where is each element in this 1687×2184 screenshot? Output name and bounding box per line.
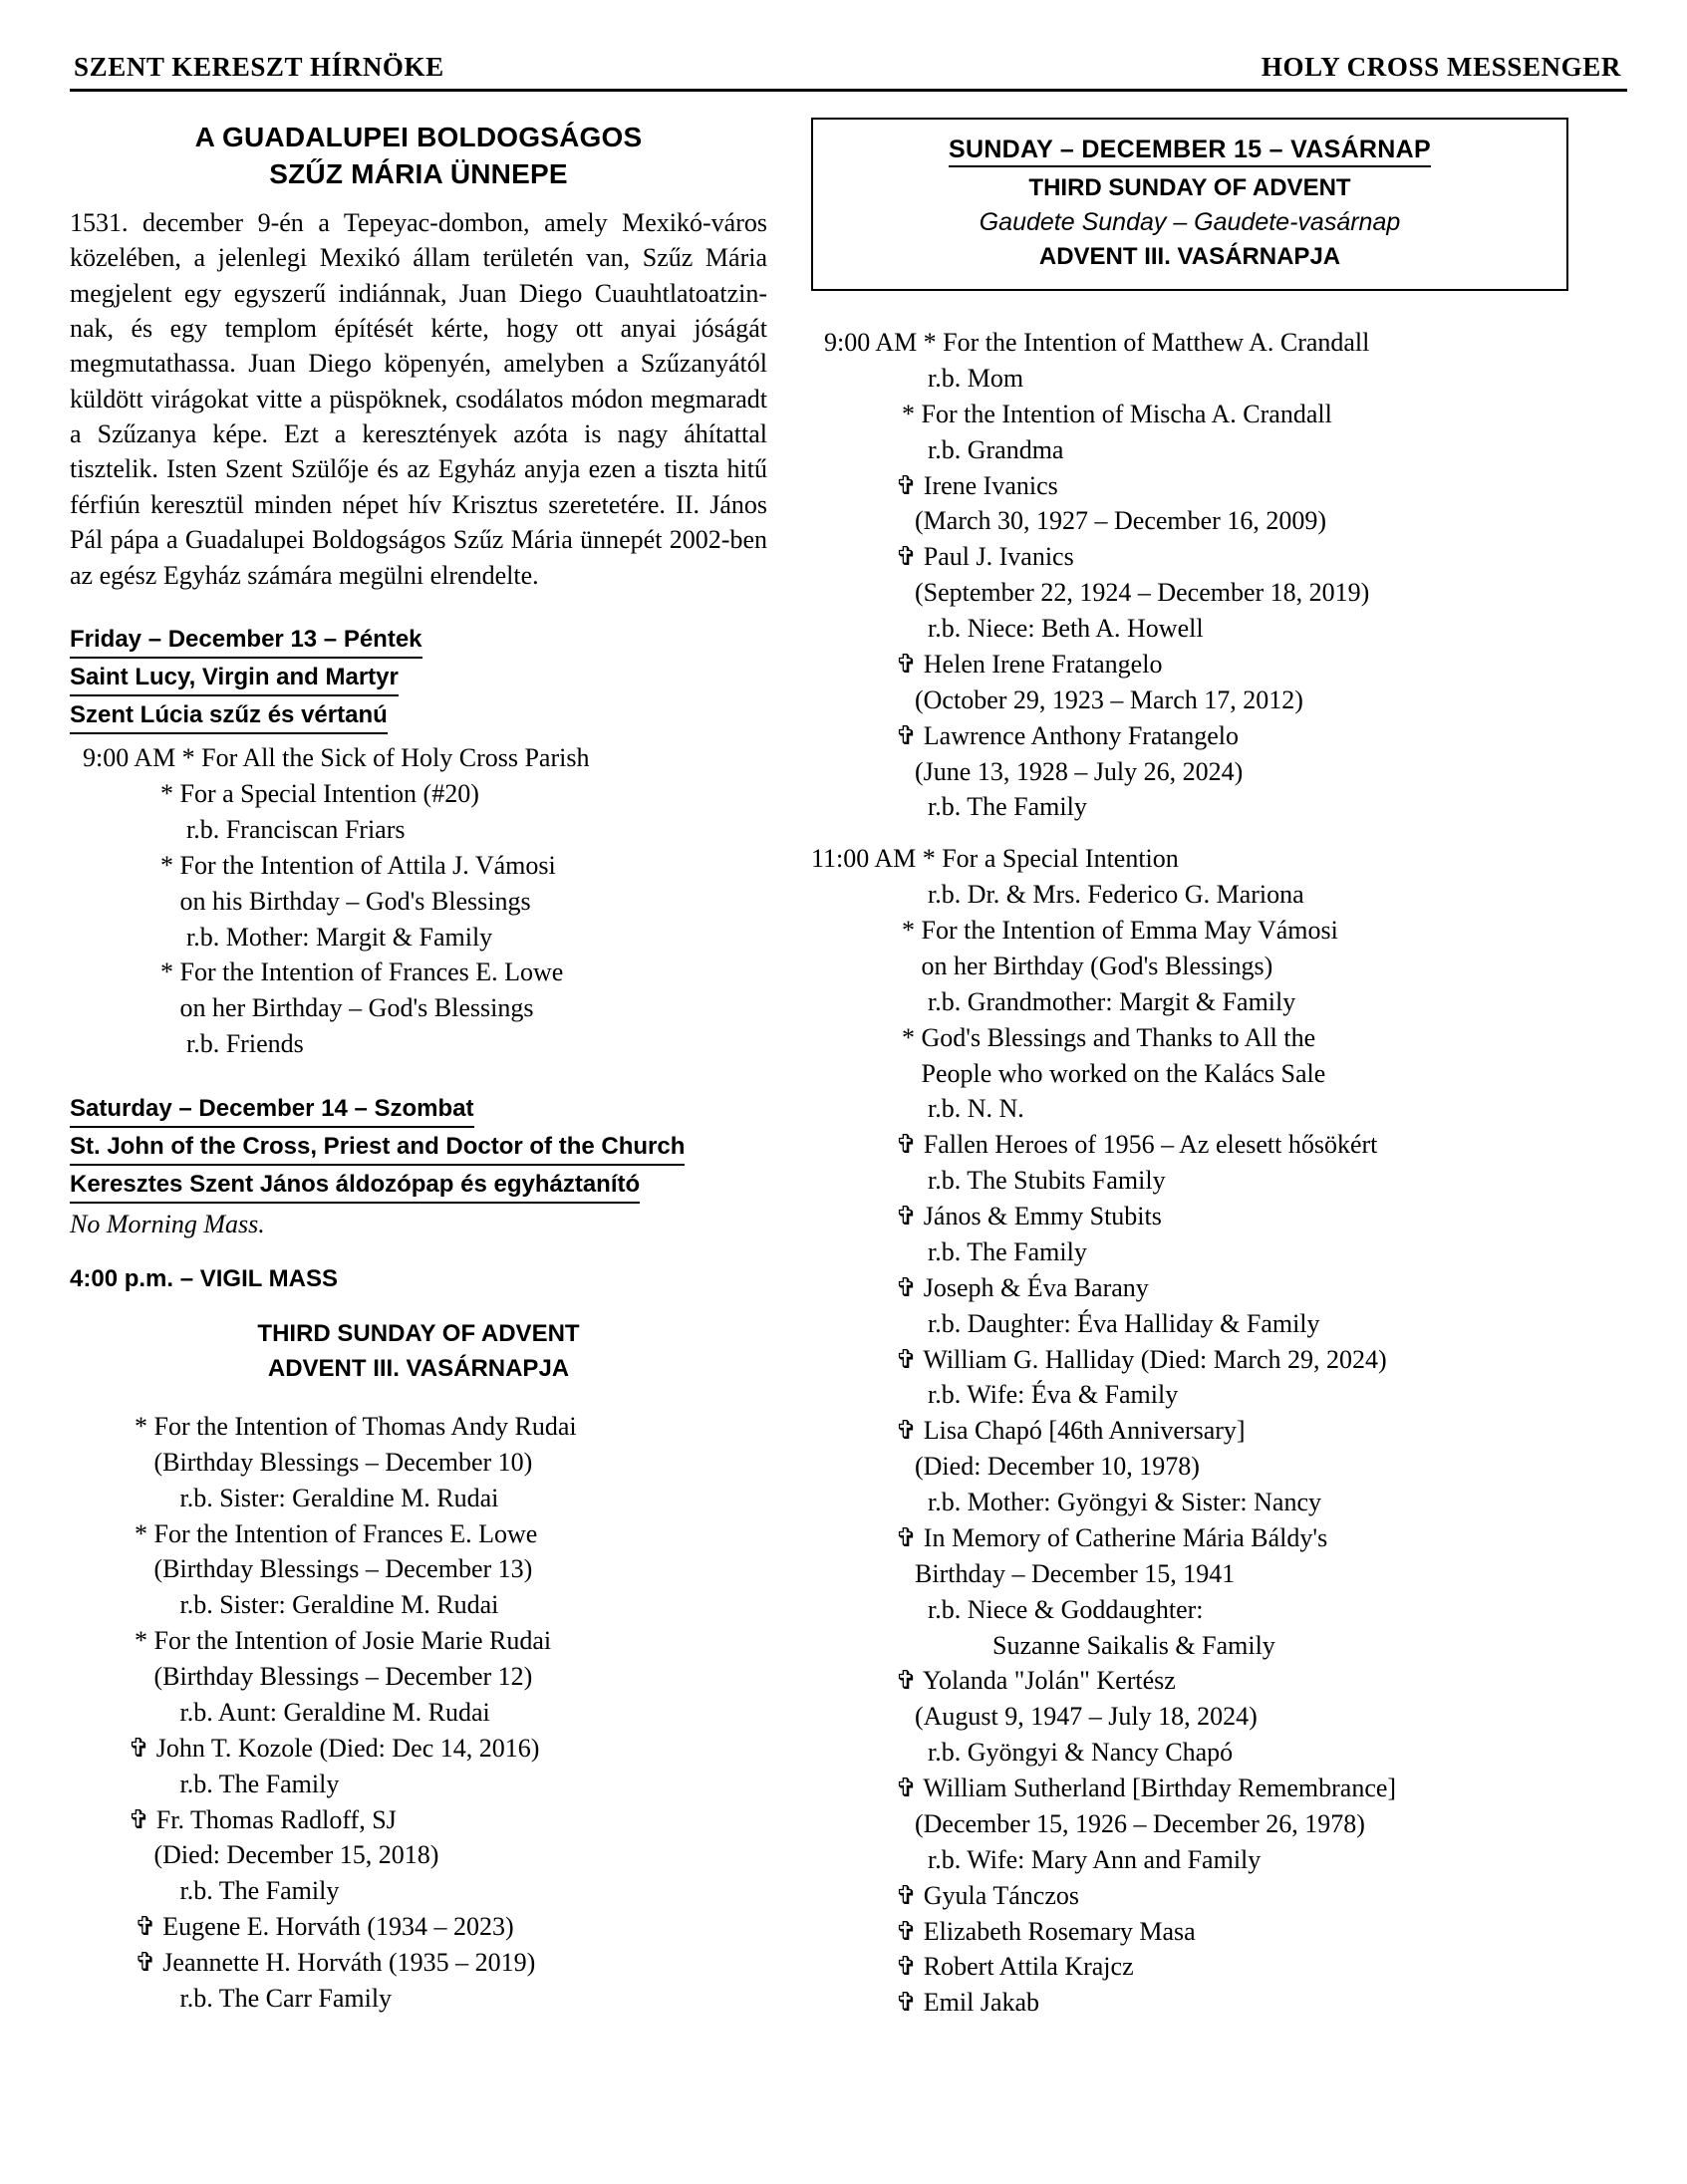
article-title	[70, 120, 767, 193]
mass-line: r.b. Daughter: Éva Halliday & Family	[811, 1308, 1320, 1338]
mass-line: r.b. The Family	[811, 1236, 1087, 1266]
mass-line: (December 15, 1926 – December 26, 1978)	[811, 1808, 1365, 1838]
friday-heading-line-3: Szent Lúcia szűz és vértanú	[70, 698, 388, 734]
article-body: 1531. december 9-én a Tepeyac-dombon, amely Mexikó-város közelében, a jelenlegi Mexikó állam területén van, Szűz Mária megjelent egy egyszerű indiánnak, Juan Diego Cuauhtlatoatzin-nak, és egy templom építését kérte, hogy ott anyai jóságát megmutathassa. Juan Diego köpenyén, amelyben a Szűzanyától küldött virágokat vitte a püspöknek, csodálatos módon megmaradt a Szűzanya képe. Ezt a keresztények azóta is nagy áhítattal tisztelik. Isten Szent Szülője és az Egyház anyja ezen a tiszta hitű férfiún keresztül minden népet hív Krisztus szeretetére. II. János Pál pápa a Guadalupei Boldogságos Szűz Mária ünnepét 2002-ben az egész Egyház számára megülni elrendelte.	[70, 207, 767, 590]
mass-line: on his Birthday – God's Blessings	[70, 886, 531, 916]
mass-line: (August 9, 1947 – July 18, 2024)	[811, 1702, 1258, 1732]
section-spacer	[70, 1062, 767, 1092]
mass-line: r.b. The Carr Family	[70, 1983, 393, 2013]
vigil-sunday-title	[70, 1317, 767, 1387]
mass-line: ✞ Lisa Chapó [46th Anniversary]	[811, 1416, 1246, 1446]
saturday-heading-line-3: Keresztes Szent János áldozópap és egyháztanító	[70, 1168, 640, 1204]
vigil-sunday-title-line-1: THIRD SUNDAY OF ADVENT	[257, 1320, 580, 1348]
mass-spacer	[811, 825, 1568, 841]
mass-line: r.b. Friends	[70, 1029, 304, 1059]
saturday-heading-line-2: St. John of the Cross, Priest and Doctor of the Church	[70, 1130, 685, 1166]
mass-line: ✞ Lawrence Anthony Fratangelo	[811, 720, 1240, 750]
saturday-heading	[70, 1092, 767, 1204]
right-column	[811, 118, 1568, 2021]
mass-line: ✞ William G. Halliday (Died: March 29, 2024)	[811, 1344, 1387, 1374]
mass-line: r.b. The Stubits Family	[811, 1166, 1166, 1196]
mass-line: r.b. N. N.	[811, 1094, 1024, 1124]
mass-line: r.b. Mother: Margit & Family	[70, 922, 493, 952]
mass-line: on her Birthday – God's Blessings	[70, 993, 534, 1023]
vigil-mass-intentions	[70, 1409, 767, 2017]
mass-line: ✞ William Sutherland [Birthday Remembrance]	[811, 1774, 1397, 1802]
mass-line: ✞ John T. Kozole (Died: Dec 14, 2016)	[70, 1733, 540, 1763]
mass-line: ✞ Paul J. Ivanics	[811, 542, 1074, 572]
masthead-divider	[70, 89, 1627, 92]
no-morning-mass-note: No Morning Mass.	[70, 1210, 265, 1239]
mass-line: (September 22, 1924 – December 18, 2019)	[811, 578, 1370, 608]
mass-line: r.b. Aunt: Geraldine M. Rudai	[70, 1697, 490, 1727]
mass-line: r.b. The Family	[70, 1769, 340, 1798]
mass-line: ✞ Robert Attila Krajcz	[811, 1952, 1134, 1982]
mass-line: r.b. Mom	[811, 363, 1024, 393]
mass-line: * For the Intention of Thomas Andy Rudai	[70, 1411, 577, 1441]
mass-line: * For the Intention of Mischa A. Crandall	[811, 399, 1332, 428]
friday-heading-line-1: Friday – December 13 – Péntek	[70, 623, 422, 659]
vigil-sunday-title-line-2: ADVENT III. VASÁRNAPJA	[267, 1355, 570, 1383]
left-column	[70, 118, 767, 2021]
mass-line: ✞ Emil Jakab	[811, 1988, 1040, 2018]
mass-line: ✞ Eugene E. Horváth (1934 – 2023)	[70, 1912, 514, 1942]
mass-line: r.b. Wife: Éva & Family	[811, 1380, 1179, 1410]
mass-line: ✞ János & Emmy Stubits	[811, 1202, 1162, 1230]
two-column-layout	[70, 118, 1627, 2021]
mass-line: 9:00 AM * For All the Sick of Holy Cross Parish	[70, 743, 590, 773]
friday-heading-line-2: Saint Lucy, Virgin and Martyr	[70, 661, 399, 696]
sunday-header-box	[811, 118, 1568, 291]
mass-line: r.b. Grandmother: Margit & Family	[811, 986, 1296, 1016]
mass-line: r.b. Gyöngyi & Nancy Chapó	[811, 1738, 1234, 1768]
mass-line: r.b. Mother: Gyöngyi & Sister: Nancy	[811, 1488, 1322, 1516]
mass-line: r.b. Sister: Geraldine M. Rudai	[70, 1590, 499, 1620]
mass-line: Birthday – December 15, 1941	[811, 1558, 1236, 1588]
mass-line: ✞ Fallen Heroes of 1956 – Az elesett hősökért	[811, 1130, 1378, 1160]
sunday-box-line-4: ADVENT III. VASÁRNAPJA	[1038, 243, 1341, 270]
sunday-box-line-3: Gaudete Sunday – Gaudete-vasárnap	[979, 208, 1401, 236]
masthead-title-english: HOLY CROSS MESSENGER	[1261, 52, 1621, 82]
mass-line: ✞ Irene Ivanics	[811, 470, 1058, 500]
mass-line: * For the Intention of Josie Marie Rudai	[70, 1626, 552, 1656]
vigil-mass-heading: 4:00 p.m. – VIGIL MASS	[70, 1265, 338, 1293]
mass-line: r.b. The Family	[811, 792, 1087, 822]
saturday-heading-line-1: Saturday – December 14 – Szombat	[70, 1092, 474, 1128]
mass-line: (Died: December 10, 1978)	[811, 1452, 1200, 1482]
article-title-line-1: A GUADALUPEI BOLDOGSÁGOS	[194, 122, 643, 152]
mass-line: * For a Special Intention (#20)	[70, 779, 479, 809]
mass-line: ✞ Yolanda "Jolán" Kertész	[811, 1666, 1176, 1696]
mass-line: Suzanne Saikalis & Family	[811, 1630, 1275, 1660]
mass-line: ✞ Elizabeth Rosemary Masa	[811, 1916, 1196, 1946]
mass-line: r.b. Wife: Mary Ann and Family	[811, 1844, 1262, 1874]
friday-mass-intentions	[70, 740, 767, 1062]
masthead	[70, 52, 1627, 89]
mass-line: * God's Blessings and Thanks to All the	[811, 1022, 1316, 1052]
mass-line: ✞ Helen Irene Fratangelo	[811, 649, 1163, 679]
mass-line: ✞ Fr. Thomas Radloff, SJ	[70, 1804, 397, 1834]
mass-line: ✞ Jeannette H. Horváth (1935 – 2019)	[70, 1948, 536, 1978]
mass-line: r.b. Niece & Goddaughter:	[811, 1594, 1204, 1624]
sunday-9am-mass-intentions	[811, 325, 1568, 825]
mass-line: on her Birthday (God's Blessings)	[811, 951, 1273, 980]
masthead-title-hungarian: SZENT KERESZT HÍRNÖKE	[74, 52, 444, 82]
mass-line: (March 30, 1927 – December 16, 2009)	[811, 506, 1326, 536]
mass-line: r.b. The Family	[70, 1876, 340, 1906]
mass-line: (Birthday Blessings – December 13)	[70, 1554, 533, 1584]
mass-line: r.b. Franciscan Friars	[70, 814, 406, 844]
mass-line: ✞ Gyula Tánczos	[811, 1880, 1079, 1910]
mass-line: * For the Intention of Attila J. Vámosi	[70, 850, 556, 880]
friday-heading	[70, 623, 767, 734]
sunday-11am-mass-intentions	[811, 841, 1568, 2021]
sunday-box-line-1: SUNDAY – DECEMBER 15 – VASÁRNAP	[949, 136, 1431, 167]
sunday-box-line-2: THIRD SUNDAY OF ADVENT	[1028, 174, 1351, 201]
mass-line: 9:00 AM * For the Intention of Matthew A. Crandall	[811, 328, 1370, 357]
article-title-line-2: SZŰZ MÁRIA ÜNNEPE	[269, 157, 568, 189]
mass-line: ✞ Joseph & Éva Barany	[811, 1272, 1149, 1302]
mass-line: (June 13, 1928 – July 26, 2024)	[811, 756, 1244, 786]
mass-line: r.b. Niece: Beth A. Howell	[811, 614, 1204, 643]
mass-line: (October 29, 1923 – March 17, 2012)	[811, 684, 1303, 714]
mass-line: * For the Intention of Frances E. Lowe	[70, 1518, 538, 1548]
mass-line: 11:00 AM * For a Special Intention	[811, 844, 1179, 874]
mass-line: (Birthday Blessings – December 12)	[70, 1662, 533, 1692]
mass-line: (Birthday Blessings – December 10)	[70, 1447, 533, 1477]
mass-line: * For the Intention of Emma May Vámosi	[811, 916, 1338, 945]
mass-line: r.b. Sister: Geraldine M. Rudai	[70, 1483, 499, 1512]
mass-line: r.b. Grandma	[811, 434, 1064, 464]
mass-line: ✞ In Memory of Catherine Mária Báldy's	[811, 1522, 1328, 1552]
mass-line: r.b. Dr. & Mrs. Federico G. Mariona	[811, 880, 1304, 910]
mass-line: * For the Intention of Frances E. Lowe	[70, 957, 564, 987]
mass-line: People who worked on the Kalács Sale	[811, 1058, 1326, 1088]
mass-line: (Died: December 15, 2018)	[70, 1840, 439, 1870]
